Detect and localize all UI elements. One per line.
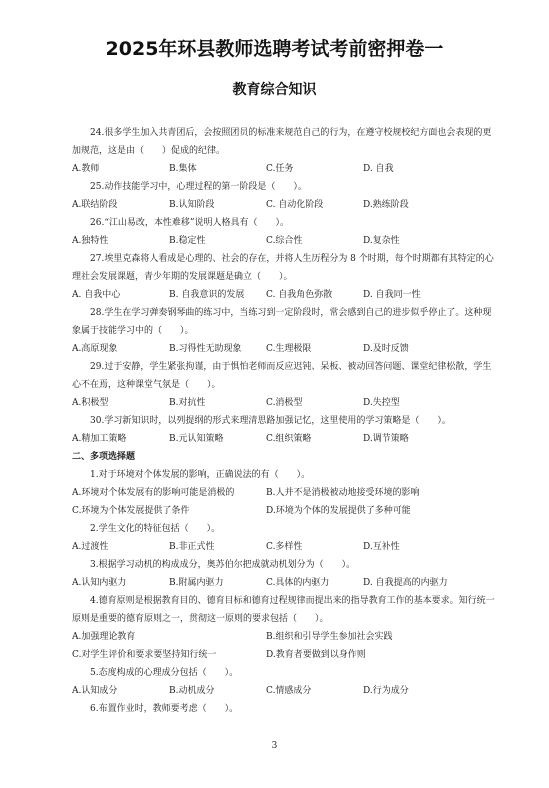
option-d: D.调节策略 [363, 434, 409, 444]
option-d: D.行为成分 [363, 686, 409, 696]
option-d: D.环境为个体的发展提供了多种可能 [266, 506, 411, 516]
option-b: B.动机成分 [169, 686, 215, 696]
multi-question-2: 2.学生文化的特征包括（ ）。 [90, 524, 221, 534]
option-a: A.教师 [72, 164, 100, 174]
multi-question-1: 1.对于环境对个体发展的影响，正确说法的有（ ）。 [90, 470, 311, 480]
option-a: A.精加工策略 [72, 434, 127, 444]
question-list [72, 124, 496, 718]
question-27: 27.埃里克森将人看成是心理的、社会的存在，并将人生历程分为 8 个时期，每个时期都有其特定的心理社会发展课题，青少年期的发展课题是确立（ ）。 [72, 254, 494, 282]
option-a: A.认知内驱力 [72, 578, 127, 588]
multi-question-2-options [72, 538, 496, 556]
section-heading: 二、多项选择题 [72, 452, 136, 462]
option-b: B.习得性无助现象 [169, 344, 242, 354]
question-25-options [72, 196, 496, 214]
option-c: C. 自我角色弥散 [266, 290, 333, 300]
option-d: D. 自我 [363, 164, 394, 174]
option-d: D.互补性 [363, 542, 400, 552]
option-b: B.认知阶段 [169, 200, 215, 210]
option-d: D.熟练阶段 [363, 200, 409, 210]
option-b: B. 自我意识的发展 [169, 290, 245, 300]
option-c: C.情感成分 [266, 686, 312, 696]
option-c: C.组织策略 [266, 434, 312, 444]
question-29-options [72, 394, 496, 412]
option-b: B.对抗性 [169, 398, 206, 408]
option-a: A. 自我中心 [72, 290, 121, 300]
option-b: B.附属内驱力 [169, 578, 224, 588]
option-d: D. 自我提高的内驱力 [363, 578, 448, 588]
question-26: 26.“江山易改，本性难移”说明人格具有（ ）。 [90, 218, 290, 228]
question-30-options [72, 430, 496, 448]
option-b: B.组织和引导学生参加社会实践 [266, 632, 393, 642]
option-b: B.稳定性 [169, 236, 206, 246]
option-d: D.失控型 [363, 398, 400, 408]
option-d: D. 自我同一性 [363, 290, 421, 300]
option-b: B.非正式性 [169, 542, 215, 552]
option-a: A.积极型 [72, 398, 109, 408]
multi-question-5-options [72, 682, 496, 700]
option-c: C.环境为个体发展提供了条件 [72, 506, 190, 516]
multi-question-3-options [72, 574, 496, 592]
option-c: C. 自动化阶段 [266, 200, 324, 210]
multi-question-1-options-ab [72, 484, 496, 502]
option-d: D.教育者要做到以身作则 [266, 650, 366, 660]
question-27-options [72, 286, 496, 304]
question-24: 24.很多学生加入共青团后，会按照团员的标准来规范自己的行为，在遵守校规校纪方面也会表现的更加规范，这是由（ ）促成的纪律。 [72, 128, 492, 156]
option-a: A.加强理论教育 [72, 632, 136, 642]
page-subtitle: 教育综合知识 [232, 82, 317, 98]
option-c: C.具体的内驱力 [266, 578, 330, 588]
question-26-options [72, 232, 496, 250]
question-25: 25.动作技能学习中，心理过程的第一阶段是（ ）。 [90, 182, 307, 192]
option-d: D.复杂性 [363, 236, 400, 246]
multi-question-4-options-ab [72, 628, 496, 646]
question-24-options [72, 160, 496, 178]
option-a: A.认知成分 [72, 686, 118, 696]
option-a: A.独特性 [72, 236, 109, 246]
page-number: 3 [271, 741, 278, 751]
multi-question-3: 3.根据学习动机的构成成分，奥苏伯尔把成就动机划分为（ ）。 [90, 560, 356, 570]
page-title: 2025年环县教师选聘考试考前密押卷一 [105, 38, 444, 60]
multi-question-1-options-cd [72, 502, 496, 520]
question-28-options [72, 340, 496, 358]
option-c: C.生理极限 [266, 344, 312, 354]
multi-question-6: 6.布置作业时，教师要考虑（ ）。 [90, 704, 239, 714]
option-a: A.过渡性 [72, 542, 109, 552]
multi-question-4: 4.德育原则是根据教育目的、德育目标和德育过程规律而提出来的指导教育工作的基本要求。知行统一原则是重要的德育原则之一，贯彻这一原则的要求包括（ ）。 [72, 596, 495, 624]
option-b: B.元认知策略 [169, 434, 224, 444]
option-a: A.环境对个体发展有的影响可能是消极的 [72, 488, 235, 498]
option-a: A.高原现象 [72, 344, 118, 354]
option-c: C.任务 [266, 164, 294, 174]
multi-question-5: 5.态度构成的心理成分包括（ ）。 [90, 668, 239, 678]
option-c: C.消极型 [266, 398, 303, 408]
multi-question-4-options-cd [72, 646, 496, 664]
question-30: 30.学习新知识时，以列提纲的形式来理清思路加强记忆，这里使用的学习策略是（ ）。 [90, 416, 451, 426]
option-d: D.及时反馈 [363, 344, 409, 354]
option-c: C.综合性 [266, 236, 303, 246]
question-28: 28.学生在学习弹奏钢琴曲的练习中，当练习到一定阶段时，常会感到自己的进步似乎停止了。这种现象属于技能学习中的（ ）。 [72, 308, 492, 336]
question-29: 29.过于安静，学生紧张拘谨，由于惧怕老师而反应迟钝、呆板、被动回答问题、课堂纪律松散，学生心不在焉，这种课堂气氛是（ ）。 [72, 362, 492, 390]
option-a: A.联结阶段 [72, 200, 118, 210]
option-c: C.对学生评价和要求要坚持知行统一 [72, 650, 217, 660]
option-b: B.集体 [169, 164, 197, 174]
option-c: C.多样性 [266, 542, 303, 552]
option-b: B.人并不是消极被动地接受环境的影响 [266, 488, 420, 498]
